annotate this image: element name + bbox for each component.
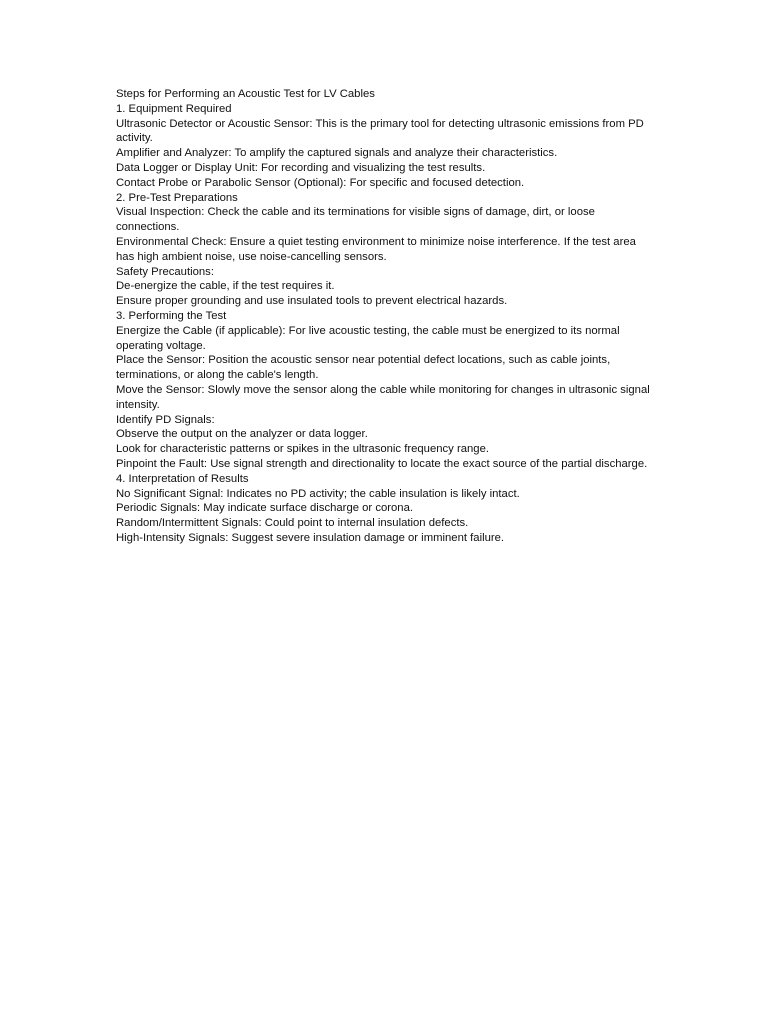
paragraph: Ensure proper grounding and use insulated tools to prevent electrical hazards. bbox=[116, 295, 508, 308]
section-heading: 2. Pre-Test Preparations bbox=[116, 191, 238, 204]
paragraph: Random/Intermittent Signals: Could point to internal insulation defects. bbox=[116, 517, 469, 530]
section-heading: 3. Performing the Test bbox=[116, 309, 227, 322]
paragraph: High-Intensity Signals: Suggest severe insulation damage or imminent failure. bbox=[116, 531, 505, 544]
paragraph: Observe the output on the analyzer or data logger. bbox=[116, 428, 368, 441]
paragraph: Place the Sensor: Position the acoustic sensor near potential defect locations, such as cable joints, terminations, or along the cable's length. bbox=[116, 354, 611, 382]
paragraph: Periodic Signals: May indicate surface discharge or corona. bbox=[116, 502, 414, 515]
paragraph: De-energize the cable, if the test requires it. bbox=[116, 280, 335, 293]
section-heading: 4. Interpretation of Results bbox=[116, 472, 249, 485]
paragraph: Pinpoint the Fault: Use signal strength and directionality to locate the exact source of the partial discharge. bbox=[116, 457, 648, 470]
paragraph: Data Logger or Display Unit: For recording and visualizing the test results. bbox=[116, 161, 486, 174]
subheading: Identify PD Signals: bbox=[116, 413, 215, 426]
paragraph: Environmental Check: Ensure a quiet testing environment to minimize noise interference. If the test area has high ambient noise, use noise-cancelling sensors. bbox=[116, 235, 636, 263]
document-title: Steps for Performing an Acoustic Test for LV Cables bbox=[116, 88, 375, 100]
section-heading: 1. Equipment Required bbox=[116, 102, 232, 115]
paragraph: Move the Sensor: Slowly move the sensor along the cable while monitoring for changes in ultrasonic signal intensity. bbox=[116, 383, 650, 411]
subheading: Safety Precautions: bbox=[116, 265, 214, 278]
paragraph: Energize the Cable (if applicable): For live acoustic testing, the cable must be energized to its normal operating voltage. bbox=[116, 324, 620, 352]
document-body bbox=[116, 87, 656, 546]
paragraph: Ultrasonic Detector or Acoustic Sensor: This is the primary tool for detecting ultrasonic emissions from PD activity. bbox=[116, 117, 644, 145]
paragraph: Amplifier and Analyzer: To amplify the captured signals and analyze their characteristics. bbox=[116, 147, 558, 160]
paragraph: Look for characteristic patterns or spikes in the ultrasonic frequency range. bbox=[116, 443, 489, 456]
paragraph: Contact Probe or Parabolic Sensor (Optional): For specific and focused detection. bbox=[116, 176, 525, 189]
paragraph: No Significant Signal: Indicates no PD activity; the cable insulation is likely intact. bbox=[116, 487, 520, 500]
paragraph: Visual Inspection: Check the cable and its terminations for visible signs of damage, dirt, or loose connections. bbox=[116, 206, 595, 234]
